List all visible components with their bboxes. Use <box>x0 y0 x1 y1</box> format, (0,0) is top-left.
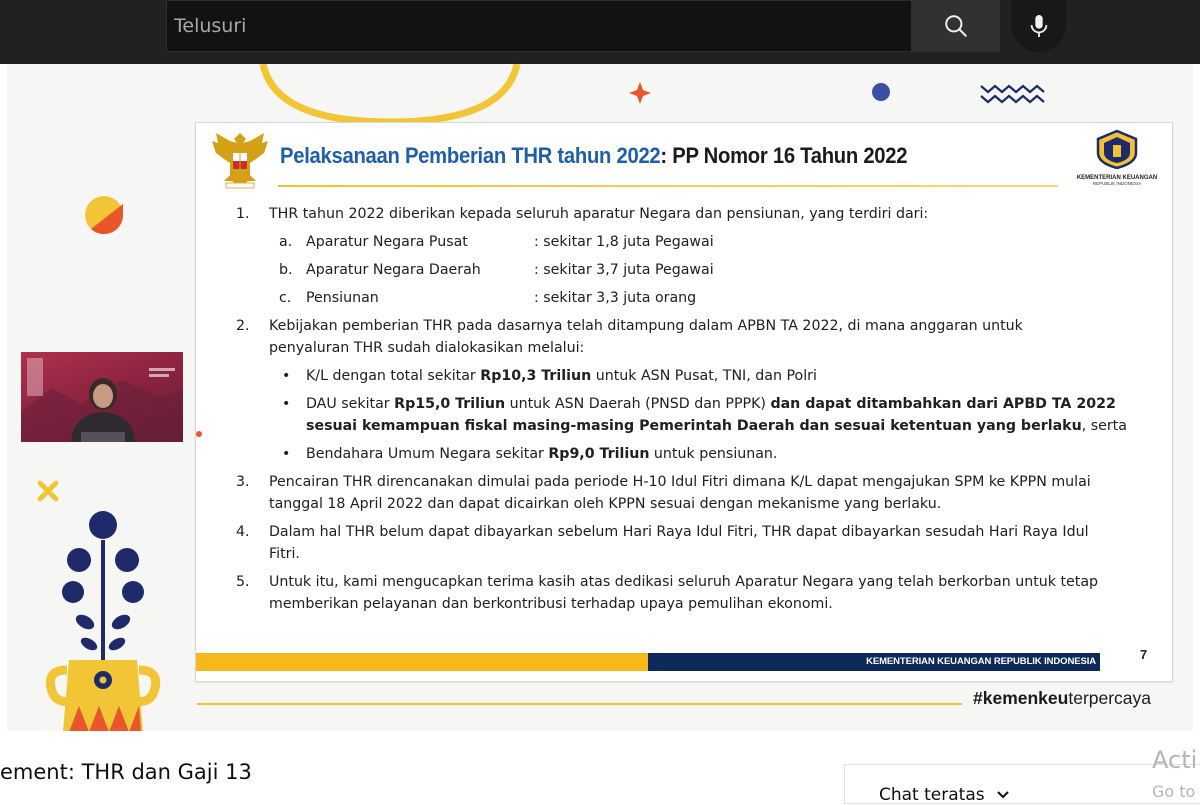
sub-item-value: : sekitar 1,8 juta Pegawai <box>534 234 714 250</box>
bullet-text: DAU sekitar Rp15,0 Triliun untuk ASN Daerah (PNSD dan PPPK) dan dapat ditambahkan dari APBD TA 2022 <box>306 396 1116 412</box>
garuda-emblem-icon <box>210 129 270 191</box>
item-text-line: Dalam hal THR belum dapat dibayarkan sebelum Hari Raya Idul Fitri, THR dapat dibayarkan sesudah Hari Raya Idul <box>269 524 1089 540</box>
yellow-arc-decoration <box>255 64 525 124</box>
item-text-line: Kebijakan pemberian THR pada dasarnya telah ditampung dalam APBN TA 2022, di mana anggaran untuk <box>269 318 1023 334</box>
item-text-line: Untuk itu, kami mengucapkan terima kasih atas dedikasi seluruh Aparatur Negara yang telah berkorban untuk tetap <box>269 574 1099 590</box>
orange-star-decoration <box>629 82 651 104</box>
windows-activation-watermark-sub: Go to <box>1152 782 1196 801</box>
hashtag-text: #kemenkeuterpercaya <box>973 688 1152 708</box>
kemenkeu-logo <box>1076 129 1158 193</box>
sub-item-value: : sekitar 3,3 juta orang <box>534 290 697 306</box>
half-circle-decoration <box>83 194 125 236</box>
footer-navy-bar: KEMENTERIAN KEUANGAN REPUBLIK INDONESIA <box>648 653 1100 671</box>
zigzag-decoration <box>979 80 1051 106</box>
item-number: 2. <box>236 318 250 334</box>
item-text: THR tahun 2022 diberikan kepada seluruh aparatur Negara dan pensiunan, yang terdiri dari: <box>269 206 929 222</box>
bullet-dot: • <box>282 396 291 412</box>
presentation-slide <box>195 122 1173 682</box>
chat-filter-dropdown[interactable] <box>879 785 1010 805</box>
video-title: ement: THR dan Gaji 13 <box>0 760 252 784</box>
sub-item-label: Aparatur Negara Pusat <box>306 234 468 250</box>
bullet-text-continuation: sesuai kemampuan fiskal masing-masing Pemerintah Daerah dan sesuai ketentuan yang berlaku, serta <box>306 418 1127 434</box>
title-underline <box>278 185 1058 187</box>
microphone-icon <box>1028 13 1050 39</box>
bullet-text: K/L dengan total sekitar Rp10,3 Triliun untuk ASN Pusat, TNI, dan Polri <box>306 368 817 384</box>
slide-page-number: 7 <box>1140 647 1148 662</box>
item-text-line: Pencairan THR direncanakan dimulai pada periode H-10 Idul Fitri dimana K/L dapat mengajukan SPM ke KPPN mulai <box>269 474 1091 490</box>
chat-filter-label: Chat teratas <box>879 785 985 805</box>
item-text-line: penyaluran THR sudah dialokasikan melalui: <box>269 340 585 356</box>
blue-dot-decoration <box>871 82 891 102</box>
sub-item-letter: b. <box>279 262 293 278</box>
search-box[interactable] <box>166 0 912 52</box>
slide-title <box>280 143 907 169</box>
sub-item-label: Aparatur Negara Daerah <box>306 262 481 278</box>
slide-title-main: Pelaksanaan Pemberian THR tahun 2022 <box>280 143 661 168</box>
item-number: 1. <box>236 206 250 222</box>
cross-decoration <box>37 480 59 502</box>
item-text-line: tanggal 18 April 2022 dan dapat dicairkan oleh KPPN sesuai dengan mekanisme yang berlaku. <box>269 496 942 512</box>
bottom-yellow-line <box>197 703 962 705</box>
footer-yellow-bar <box>196 653 648 671</box>
item-number: 4. <box>236 524 250 540</box>
bullet-text: Bendahara Umum Negara sekitar Rp9,0 Triliun untuk pensiunan. <box>306 446 778 462</box>
top-bar <box>0 0 1200 64</box>
chevron-down-icon <box>996 790 1010 800</box>
bullet-dot: • <box>282 368 291 384</box>
search-icon <box>943 13 969 39</box>
bullet-dot: • <box>282 446 291 462</box>
sub-item-letter: c. <box>279 290 292 306</box>
search-button[interactable] <box>912 0 1000 52</box>
sub-item-value: : sekitar 3,7 juta Pegawai <box>534 262 714 278</box>
item-text-line: memberikan pelayanan dan berkontribusi terhadap upaya pemulihan ekonomi. <box>269 596 833 612</box>
item-text-line: Fitri. <box>269 546 300 562</box>
item-number: 5. <box>236 574 250 590</box>
logo-text-sub: REPUBLIK INDONESIA <box>1092 181 1142 186</box>
speaker-webcam-inset <box>21 352 183 442</box>
search-input[interactable] <box>167 1 911 51</box>
live-chat-panel <box>844 764 1200 804</box>
slide-title-suffix: : PP Nomor 16 Tahun 2022 <box>660 143 908 168</box>
speaker-video-frame <box>21 352 183 442</box>
sub-item-label: Pensiunan <box>306 290 379 306</box>
sub-item-letter: a. <box>279 234 293 250</box>
laser-pointer-dot <box>195 430 203 438</box>
logo-text-main: KEMENTERIAN KEUANGAN <box>1076 175 1158 181</box>
item-number: 3. <box>236 474 250 490</box>
windows-activation-watermark: Acti <box>1152 746 1198 774</box>
voice-search-button[interactable] <box>1011 0 1066 52</box>
video-player[interactable] <box>7 64 1193 731</box>
kemenkeu-emblem-icon <box>1094 129 1140 169</box>
plant-vase-illustration <box>45 510 165 731</box>
